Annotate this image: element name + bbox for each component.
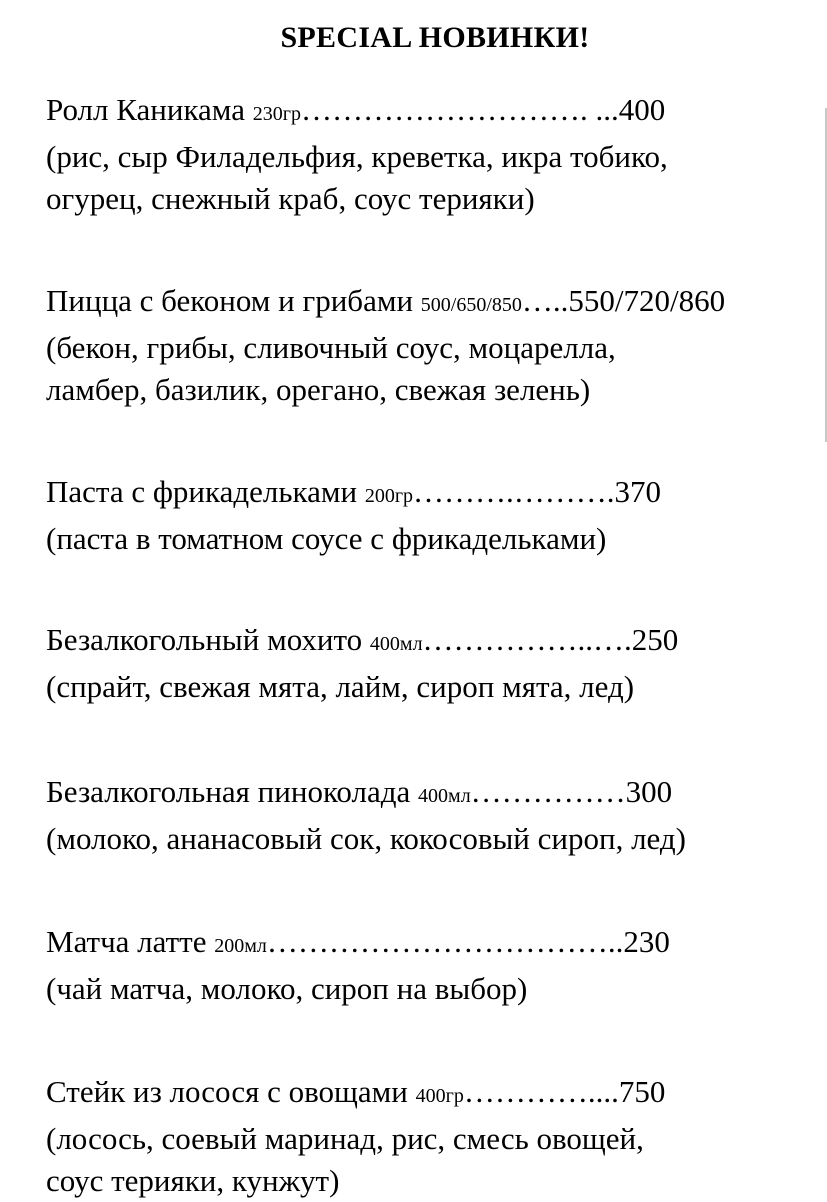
item-weight: 200гр: [364, 485, 414, 507]
item-leader-dots: ……….……….: [413, 474, 615, 509]
item-description-line: (чай матча, молоко, сироп на выбор): [46, 971, 528, 1006]
item-description-line: соус терияки, кунжут): [46, 1163, 340, 1198]
menu-item-line: [46, 279, 827, 327]
item-name: Ролл Каникама: [46, 92, 253, 127]
item-description-line: огурец, снежный краб, соус терияки): [46, 181, 535, 216]
item-description-line: (рис, сыр Филадельфия, креветка, икра тобико,: [46, 139, 668, 174]
item-weight: 400гр: [415, 1085, 464, 1107]
menu-item-line: [46, 470, 827, 518]
menu-item-pasta-meatballs: [46, 470, 827, 560]
item-leader-dots: …………....: [463, 1074, 619, 1109]
item-description-line: (молоко, ананасовый сок, кокосовый сироп, лед): [46, 821, 686, 856]
menu-item-roll-kanikama: [46, 88, 827, 220]
item-leader-dots: ……………: [470, 774, 626, 809]
menu-item-line: [46, 770, 827, 818]
item-name: Безалкогольный мохито: [46, 622, 370, 657]
item-description-line: (лосось, соевый маринад, рис, смесь овощей,: [46, 1121, 644, 1156]
item-price: 400: [618, 92, 666, 127]
item-price: 250: [631, 622, 679, 657]
item-leader-dots: ……………………………..: [266, 924, 624, 959]
item-price: 230: [623, 924, 670, 959]
item-name: Стейк из лосося с овощами: [46, 1074, 416, 1109]
item-description-line: (паста в томатном соусе с фрикадельками): [46, 521, 607, 556]
menu-item-line: [46, 1070, 827, 1118]
item-price: 750: [618, 1074, 666, 1109]
menu-item-virgin-mojito: [46, 618, 827, 708]
item-description-line: (спрайт, свежая мята, лайм, сироп мята, лед): [46, 669, 635, 704]
item-name: Пицца с беконом и грибами: [46, 283, 421, 318]
item-name: Матча латте: [46, 924, 215, 959]
item-price: 300: [625, 774, 673, 809]
menu-item-pizza-bacon-mushrooms: [46, 279, 827, 411]
item-name: Паста с фрикадельками: [46, 474, 365, 509]
item-weight: 400мл: [369, 633, 423, 655]
menu-item-line: [46, 88, 827, 136]
item-leader-dots: …..: [521, 283, 569, 318]
menu-item-matcha-latte: [46, 920, 827, 1010]
item-weight: 500/650/850: [420, 294, 522, 316]
item-weight: 400мл: [418, 785, 471, 807]
item-price: 370: [614, 474, 662, 509]
menu-item-line: [46, 618, 827, 666]
item-name: Безалкогольная пиноколада: [46, 774, 419, 809]
item-description-line: ламбер, базилик, орегано, свежая зелень): [46, 372, 591, 407]
item-price: 550/720/860: [568, 283, 726, 318]
item-leader-dots: ………………………. ...: [300, 92, 619, 127]
menu-item-line: [46, 920, 827, 968]
menu-title: SPECIAL НОВИНКИ!: [280, 21, 590, 54]
item-leader-dots: ……………..….: [422, 622, 632, 657]
item-description-line: (бекон, грибы, сливочный соус, моцарелла,: [46, 330, 616, 365]
menu-item-salmon-steak: [46, 1070, 827, 1202]
menu-item-virgin-pina-colada: [46, 770, 827, 860]
item-weight: 200мл: [214, 935, 267, 957]
item-weight: 230гр: [252, 103, 301, 125]
